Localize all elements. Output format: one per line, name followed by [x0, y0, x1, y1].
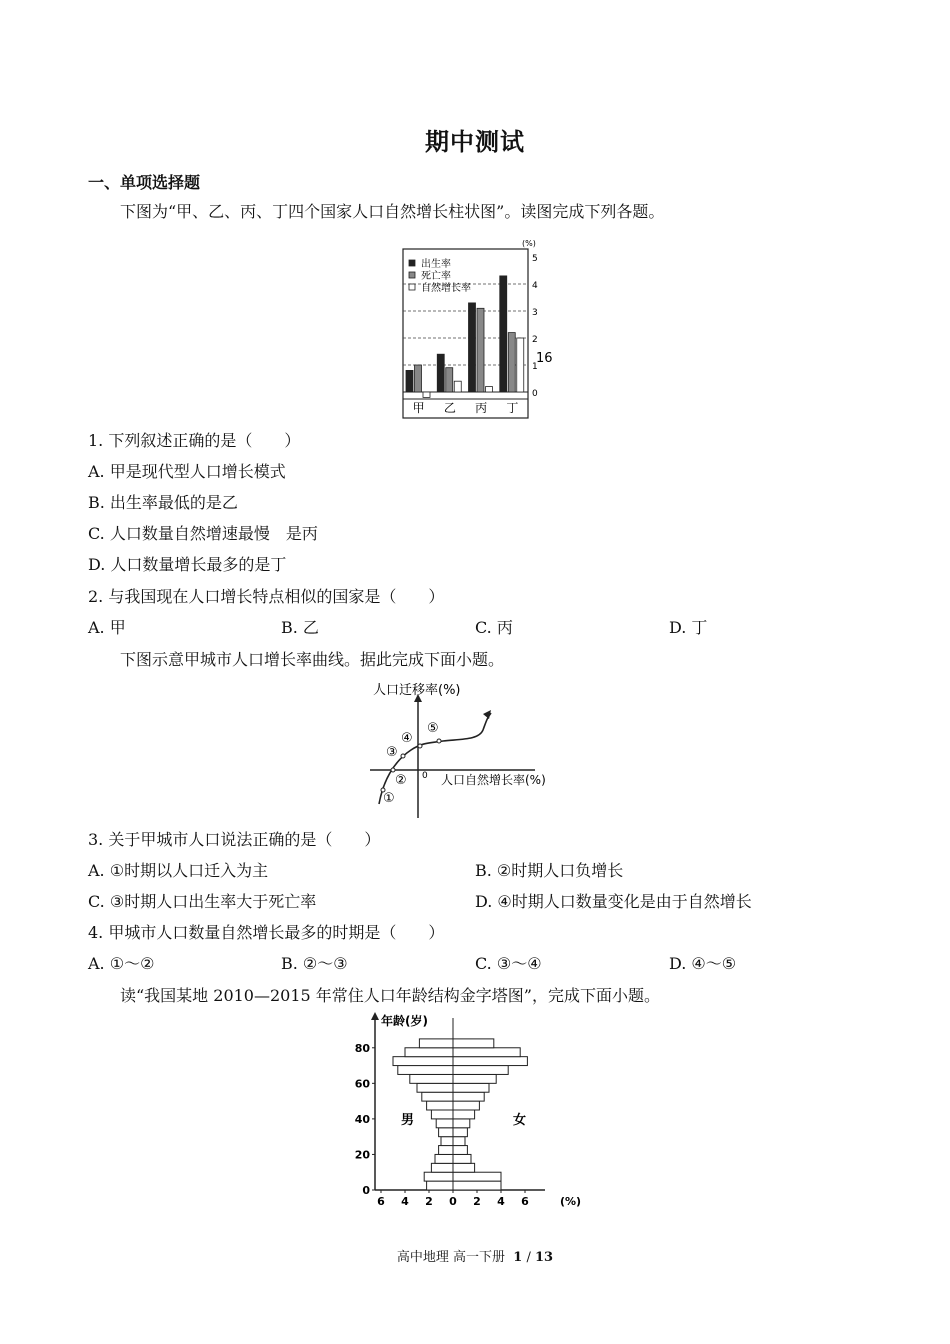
pyramid-bar-male-65-69 — [398, 1066, 453, 1075]
bar-乙-死亡率 — [446, 368, 453, 392]
question-3-stem: 3. 关于甲城市人口说法正确的是（ ） — [88, 830, 381, 849]
y-tick-label: 3 — [532, 308, 538, 318]
y-tick-label: 20 — [354, 1148, 370, 1162]
curve-arrow-icon — [483, 710, 491, 719]
intro-text-1: 下图为“甲、乙、丙、丁四个国家人口自然增长柱状图”。读图完成下列各题。 — [120, 202, 665, 221]
x-tick-label: 6 — [377, 1195, 385, 1208]
x-axis-label: 人口自然增长率(%) — [441, 773, 546, 787]
pyramid-bar-female-40-44 — [453, 1110, 475, 1119]
pyramid-bar-female-15-19 — [453, 1154, 471, 1163]
y-tick-label: 1 — [532, 362, 538, 372]
bar-甲-出生率 — [406, 370, 413, 392]
question-3-option-a[interactable]: A. ①时期以人口迁入为主 — [88, 861, 269, 880]
curve-point-3 — [401, 754, 405, 758]
point-label-3: ③ — [386, 745, 398, 760]
pyramid-bar-male-70-74 — [393, 1057, 453, 1066]
legend-label: 出生率 — [421, 259, 451, 270]
x-tick-label: 丙 — [475, 401, 488, 415]
y-axis-arrow-icon — [371, 1012, 379, 1020]
section-heading: 一、单项选择题 — [88, 173, 201, 192]
pyramid-bar-male-75-79 — [405, 1048, 453, 1057]
bar-丙-出生率 — [469, 303, 476, 392]
pyramid-bar-female-20-24 — [453, 1146, 467, 1155]
bar-乙-出生率 — [437, 354, 444, 392]
pyramid-bar-male-35-39 — [436, 1119, 453, 1128]
question-2-option-c[interactable]: C. 丙 — [475, 618, 513, 637]
y-tick-label: 2 — [532, 335, 538, 345]
legend-swatch-自然增长率 — [409, 284, 415, 290]
pyramid-bar-female-70-74 — [453, 1057, 527, 1066]
intro-text-2: 下图示意甲城市人口增长率曲线。据此完成下面小题。 — [120, 650, 505, 669]
intro-text-3: 读“我国某地 2010—2015 年常住人口年龄结构金字塔图”，完成下面小题。 — [120, 986, 660, 1005]
pyramid-bar-female-55-59 — [453, 1083, 489, 1092]
legend-label: 自然增长率 — [421, 283, 471, 294]
question-2-stem: 2. 与我国现在人口增长特点相似的国家是（ ） — [88, 587, 445, 606]
male-label: 男 — [401, 1112, 415, 1128]
question-2-option-b[interactable]: B. 乙 — [281, 618, 319, 637]
legend-label: 死亡率 — [421, 271, 451, 282]
y-tick-label: 5 — [532, 254, 538, 264]
question-1-option-c[interactable]: C. 人口数量自然增速最慢 是丙 — [88, 524, 318, 543]
pyramid-bar-male-30-34 — [439, 1128, 453, 1137]
point-label-5: ⑤ — [427, 721, 439, 736]
pyramid-bar-male-0-4 — [427, 1181, 453, 1190]
curve-point-4 — [418, 744, 422, 748]
question-1-option-d[interactable]: D. 人口数量增长最多的是丁 — [88, 555, 287, 574]
pyramid-bar-female-35-39 — [453, 1119, 470, 1128]
female-label: 女 — [513, 1112, 527, 1128]
question-4-option-d[interactable]: D. ④～⑤ — [669, 954, 737, 973]
bar-甲-死亡率 — [415, 365, 422, 392]
question-3-option-b[interactable]: B. ②时期人口负增长 — [475, 861, 624, 880]
y-tick-label: 0 — [362, 1184, 370, 1197]
y-tick-label: 40 — [354, 1112, 370, 1126]
x-axis-unit: (%) — [560, 1195, 582, 1208]
question-1-option-b[interactable]: B. 出生率最低的是乙 — [88, 493, 238, 512]
x-tick-label: 0 — [449, 1195, 457, 1208]
pyramid-bar-male-5-9 — [424, 1172, 453, 1181]
page-title: 期中测试 — [425, 127, 525, 156]
question-4-option-c[interactable]: C. ③～④ — [475, 954, 542, 973]
pyramid-bar-female-60-64 — [453, 1074, 496, 1083]
origin-label: 0 — [422, 771, 428, 781]
pyramid-bar-male-45-49 — [427, 1101, 453, 1110]
question-1-stem: 1. 下列叙述正确的是（ ） — [88, 431, 301, 450]
footer-page-number: 1 — [513, 1250, 523, 1265]
x-tick-label: 2 — [473, 1195, 481, 1208]
legend-swatch-出生率 — [409, 260, 415, 266]
y-axis-label: 人口迁移率(%) — [373, 683, 461, 698]
point-label-4: ④ — [401, 731, 413, 746]
pyramid-bar-male-60-64 — [410, 1074, 453, 1083]
bar-丁-自然增长率 — [517, 338, 524, 392]
x-tick-label: 丁 — [506, 401, 519, 415]
y-unit-label: (%) — [522, 239, 536, 248]
question-2-option-d[interactable]: D. 丁 — [669, 618, 708, 637]
pyramid-bar-female-80-84 — [453, 1039, 494, 1048]
pyramid-bar-male-10-14 — [431, 1163, 453, 1172]
birth-death-rate-bar-chart — [395, 235, 565, 419]
pyramid-bar-male-20-24 — [439, 1146, 453, 1155]
question-4-option-a[interactable]: A. ①～② — [88, 954, 155, 973]
page-footer — [0, 1246, 950, 1265]
pyramid-bar-male-55-59 — [417, 1083, 453, 1092]
bar-丙-死亡率 — [477, 308, 484, 392]
y-tick-label: 80 — [354, 1041, 370, 1055]
legend-swatch-死亡率 — [409, 272, 415, 278]
pyramid-bar-female-45-49 — [453, 1101, 479, 1110]
question-3-option-c[interactable]: C. ③时期人口出生率大于死亡率 — [88, 892, 317, 911]
pyramid-bar-female-50-54 — [453, 1092, 484, 1101]
y-tick-label: 0 — [532, 389, 538, 399]
pyramid-bar-female-25-29 — [453, 1137, 465, 1146]
pyramid-bar-female-30-34 — [453, 1128, 467, 1137]
bar-乙-自然增长率 — [454, 381, 461, 392]
population-growth-curve-chart — [365, 680, 585, 820]
population-pyramid-chart — [345, 1010, 585, 1210]
y-tick-label: 4 — [532, 281, 538, 291]
y-axis-label: 年龄(岁) — [381, 1014, 428, 1028]
pyramid-bar-male-15-19 — [435, 1154, 453, 1163]
x-tick-label: 甲 — [412, 401, 425, 415]
point-label-1: ① — [383, 791, 395, 806]
curve-point-5 — [437, 739, 441, 743]
bar-丁-死亡率 — [508, 333, 515, 392]
pyramid-bar-male-50-54 — [422, 1092, 453, 1101]
bar-丁-出生率 — [500, 276, 507, 392]
question-1-option-a[interactable]: A. 甲是现代型人口增长模式 — [88, 462, 286, 481]
pyramid-bar-male-25-29 — [441, 1137, 453, 1146]
x-tick-label: 6 — [521, 1195, 529, 1208]
question-4-option-b[interactable]: B. ②～③ — [281, 954, 348, 973]
x-tick-label: 4 — [401, 1195, 409, 1208]
pyramid-bar-female-75-79 — [453, 1048, 520, 1057]
point-label-2: ② — [395, 773, 407, 788]
footer-total-pages: 13 — [535, 1250, 554, 1265]
pyramid-bar-male-40-44 — [431, 1110, 453, 1119]
x-tick-label: 乙 — [443, 401, 456, 415]
footer-text: 高中地理 高一下册 — [396, 1250, 506, 1265]
pyramid-bar-male-80-84 — [419, 1039, 453, 1048]
pyramid-bar-female-10-14 — [453, 1163, 475, 1172]
x-tick-label: 4 — [497, 1195, 505, 1208]
y-tick-label: 60 — [354, 1077, 370, 1091]
question-2-option-a[interactable]: A. 甲 — [88, 618, 126, 637]
x-tick-label: 2 — [425, 1195, 433, 1208]
footer-separator: / — [522, 1250, 535, 1265]
bar-甲-自然增长率 — [423, 392, 430, 397]
pyramid-bar-female-0-4 — [453, 1181, 501, 1190]
bar-丙-自然增长率 — [486, 387, 493, 392]
pyramid-bar-female-65-69 — [453, 1066, 508, 1075]
pyramid-bar-female-5-9 — [453, 1172, 501, 1181]
question-3-option-d[interactable]: D. ④时期人口数量变化是由于自然增长 — [475, 892, 752, 911]
question-4-stem: 4. 甲城市人口数量自然增长最多的时期是（ ） — [88, 923, 445, 942]
curve-point-2 — [391, 768, 395, 772]
chart-annotation: 16 — [536, 351, 553, 366]
